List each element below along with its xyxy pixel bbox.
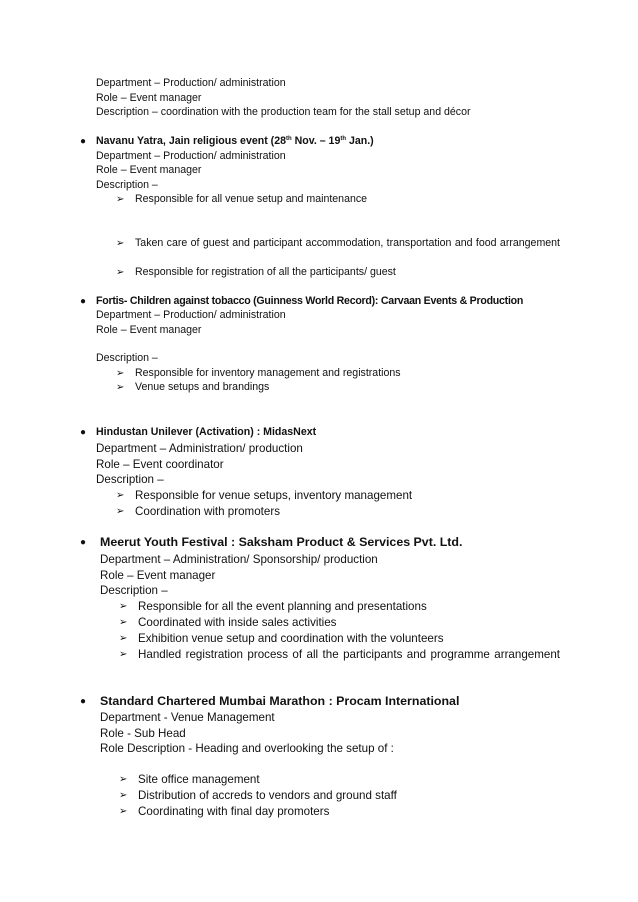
hul-title: Hindustan Unilever (Activation) : MidasNext [96, 426, 317, 438]
arrow-bullet-icon: ➢ [116, 194, 125, 205]
fortis-title: Fortis- Children against tobacco (Guinness World Record): Carvaan Events & Production [96, 295, 524, 307]
hul-item: Responsible for venue setups, inventory management [135, 489, 413, 502]
bullet-icon: ● [80, 296, 87, 307]
meerut-item: Exhibition venue setup and coordination with the volunteers [138, 632, 444, 645]
fortis-item: Venue setups and brandings [135, 381, 270, 393]
meerut-item: Responsible for all the event planning and presentations [138, 600, 427, 613]
meerut-item: Handled registration process of all the participants and programme arrangement [138, 648, 560, 661]
marathon-item: Distribution of accreds to vendors and ground staff [138, 789, 397, 802]
arrow-bullet-icon: ➢ [119, 601, 128, 612]
marathon-description: Role Description - Heading and overlooking the setup of : [100, 742, 394, 755]
arrow-bullet-icon: ➢ [116, 490, 125, 501]
marathon-item: Coordinating with final day promoters [138, 805, 330, 818]
bullet-icon: ● [80, 696, 87, 707]
meerut-item: Coordinated with inside sales activities [138, 616, 337, 629]
hul-department: Department – Administration/ production [96, 442, 303, 455]
meerut-description: Description – [100, 584, 168, 597]
fortis-description: Description – [96, 352, 158, 364]
intro-description: Description – coordination with the production team for the stall setup and décor [96, 106, 471, 118]
arrow-bullet-icon: ➢ [116, 368, 125, 379]
fortis-role: Role – Event manager [96, 324, 202, 336]
arrow-bullet-icon: ➢ [119, 774, 128, 785]
navanu-title: Navanu Yatra, Jain religious event (28th Nov. – 19th Jan.) [96, 135, 374, 147]
navanu-role: Role – Event manager [96, 164, 202, 176]
arrow-bullet-icon: ➢ [116, 382, 125, 393]
hul-description: Description – [96, 473, 164, 486]
meerut-title: Meerut Youth Festival : Saksham Product & Services Pvt. Ltd. [100, 535, 463, 549]
navanu-item: Responsible for all venue setup and maintenance [135, 193, 368, 205]
meerut-department: Department – Administration/ Sponsorship/ production [100, 553, 378, 566]
navanu-description: Description – [96, 179, 158, 191]
navanu-department: Department – Production/ administration [96, 150, 286, 162]
marathon-role: Role - Sub Head [100, 727, 186, 740]
arrow-bullet-icon: ➢ [119, 633, 128, 644]
bullet-icon: ● [80, 537, 87, 548]
arrow-bullet-icon: ➢ [116, 238, 125, 249]
navanu-item: Taken care of guest and participant accommodation, transportation and food arrangement [135, 237, 560, 249]
arrow-bullet-icon: ➢ [119, 649, 128, 660]
navanu-item: Responsible for registration of all the participants/ guest [135, 266, 396, 278]
arrow-bullet-icon: ➢ [116, 267, 125, 278]
marathon-title: Standard Chartered Mumbai Marathon : Procam International [100, 694, 460, 708]
intro-role: Role – Event manager [96, 92, 202, 104]
bullet-icon: ● [80, 427, 87, 438]
bullet-icon: ● [80, 136, 87, 147]
meerut-role: Role – Event manager [100, 569, 216, 582]
marathon-department: Department - Venue Management [100, 711, 275, 724]
intro-department: Department – Production/ administration [96, 77, 286, 89]
arrow-bullet-icon: ➢ [119, 617, 128, 628]
marathon-item: Site office management [138, 773, 260, 786]
fortis-item: Responsible for inventory management and registrations [135, 367, 401, 379]
arrow-bullet-icon: ➢ [116, 506, 125, 517]
hul-item: Coordination with promoters [135, 505, 280, 518]
arrow-bullet-icon: ➢ [119, 790, 128, 801]
fortis-department: Department – Production/ administration [96, 309, 286, 321]
hul-role: Role – Event coordinator [96, 458, 224, 471]
arrow-bullet-icon: ➢ [119, 806, 128, 817]
